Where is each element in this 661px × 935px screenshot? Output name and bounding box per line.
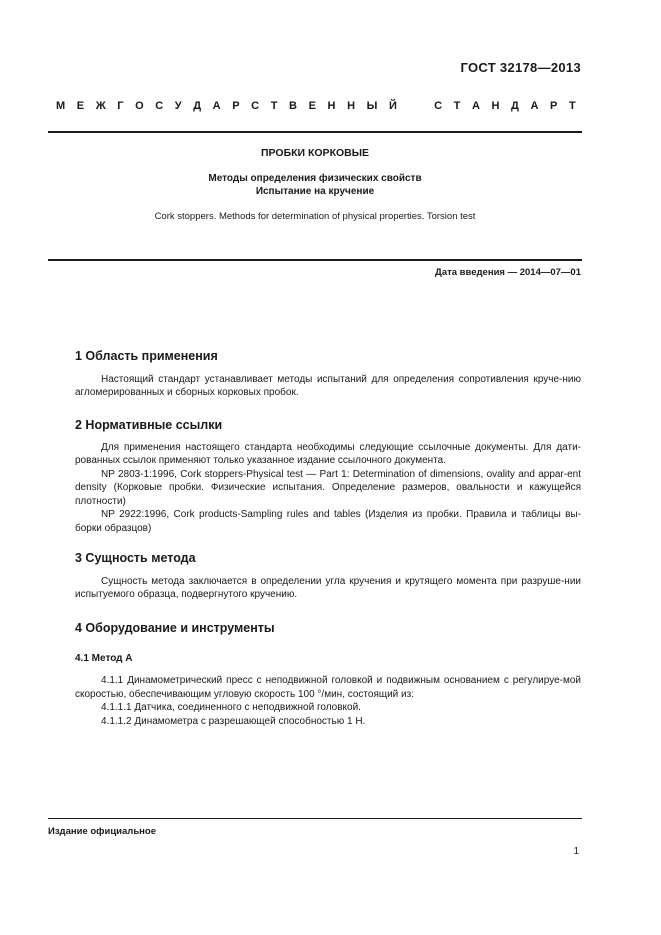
- interstate-letter: Н: [327, 100, 336, 112]
- interstate-letter: Ж: [95, 100, 106, 112]
- subtitle-line-1: Методы определения физических свойств: [208, 173, 422, 184]
- header-rule: [48, 131, 582, 133]
- interstate-letter: Г: [117, 100, 124, 112]
- section-4-title: 4 Оборудование и инструменты: [75, 621, 275, 635]
- document-code: ГОСТ 32178—2013: [460, 60, 581, 75]
- interstate-standard-heading: [56, 100, 576, 112]
- interstate-letter: С: [251, 100, 260, 112]
- interstate-letter: А: [471, 100, 480, 112]
- section-1-paragraph: Настоящий стандарт устанавливает методы испытаний для определения сопротивления круче-нию агломерированных и сборных корковых пробок.: [75, 373, 581, 398]
- section-4: [75, 622, 581, 728]
- title-rule: [48, 259, 582, 261]
- interstate-letter: Ы: [366, 100, 378, 112]
- subsection-4-1-title: 4.1 Метод А: [75, 652, 133, 664]
- interstate-letter: Д: [511, 100, 519, 112]
- page-number: 1: [573, 846, 579, 857]
- interstate-letter: А: [212, 100, 221, 112]
- clause-4-1-1: 4.1.1 Динамометрический пресс с неподвижной головкой и подвижным основанием с регулируе-мой скоростью, обеспечивающим угловую скорость 100 °/мин, состоящий из:: [75, 675, 581, 700]
- interstate-letter: С: [155, 100, 164, 112]
- interstate-letter: Т: [270, 100, 278, 112]
- section-2-reference-2: NP 2922:1996, Cork products-Sampling rules and tables (Изделия из пробки. Правила и таблицы вы-борки образцов): [75, 509, 581, 534]
- clause-4-1-1-1: 4.1.1.1 Датчика, соединенного с неподвижной головкой.: [101, 702, 361, 713]
- introduction-date: Дата введения — 2014—07—01: [435, 267, 581, 278]
- interstate-letter: М: [56, 100, 66, 112]
- section-1-title: 1 Область применения: [75, 349, 218, 363]
- section-2-paragraph-1: Для применения настоящего стандарта необходимы следующие ссылочные документы. Для дати-рованных ссылок применяют только указанное издание ссылочного документа.: [75, 441, 581, 466]
- official-edition-label: Издание официальное: [48, 826, 156, 837]
- document-title: ПРОБКИ КОРКОВЫЕ: [260, 147, 370, 159]
- interstate-letter: С: [434, 100, 443, 112]
- interstate-letter: Т: [453, 100, 461, 112]
- section-3: [75, 552, 581, 602]
- interstate-letter: Р: [232, 100, 240, 112]
- interstate-letter: Д: [193, 100, 202, 112]
- section-2-reference-1: NP 2803-1:1996, Cork stoppers-Physical test — Part 1: Determination of dimensions, ovality and appar-ent density (Корковые пробки. Физические испытания. Определение размеров, овальности и кажущейся плотности): [75, 468, 581, 507]
- subtitle-line-2: Испытание на кручение: [255, 186, 375, 197]
- english-title: Cork stoppers. Methods for determination of physical properties. Torsion test: [154, 211, 476, 222]
- interstate-letter: Н: [347, 100, 356, 112]
- interstate-letter: Е: [76, 100, 85, 112]
- interstate-letter: У: [174, 100, 182, 112]
- section-2-title: 2 Нормативные ссылки: [75, 418, 223, 432]
- interstate-letter: В: [289, 100, 297, 112]
- word-gap: [408, 100, 422, 112]
- section-3-paragraph: Сущность метода заключается в определении угла кручения и крутящего момента при разруше-нии испытуемого образца, подвергнутого кручению.: [75, 575, 581, 600]
- interstate-letter: О: [135, 100, 144, 112]
- interstate-letter: Е: [308, 100, 316, 112]
- interstate-letter: Т: [568, 100, 576, 112]
- section-3-title: 3 Сущность метода: [75, 551, 196, 565]
- interstate-letter: Й: [388, 100, 397, 112]
- section-2: [75, 419, 581, 535]
- interstate-letter: Р: [550, 100, 558, 112]
- document-subtitle: [48, 172, 582, 198]
- clause-4-1-1-2: 4.1.1.2 Динамометра с разрешающей способностью 1 Н.: [101, 715, 366, 727]
- footer-rule: [48, 818, 582, 819]
- interstate-letter: Н: [491, 100, 500, 112]
- section-1: [75, 350, 581, 400]
- interstate-letter: А: [530, 100, 539, 112]
